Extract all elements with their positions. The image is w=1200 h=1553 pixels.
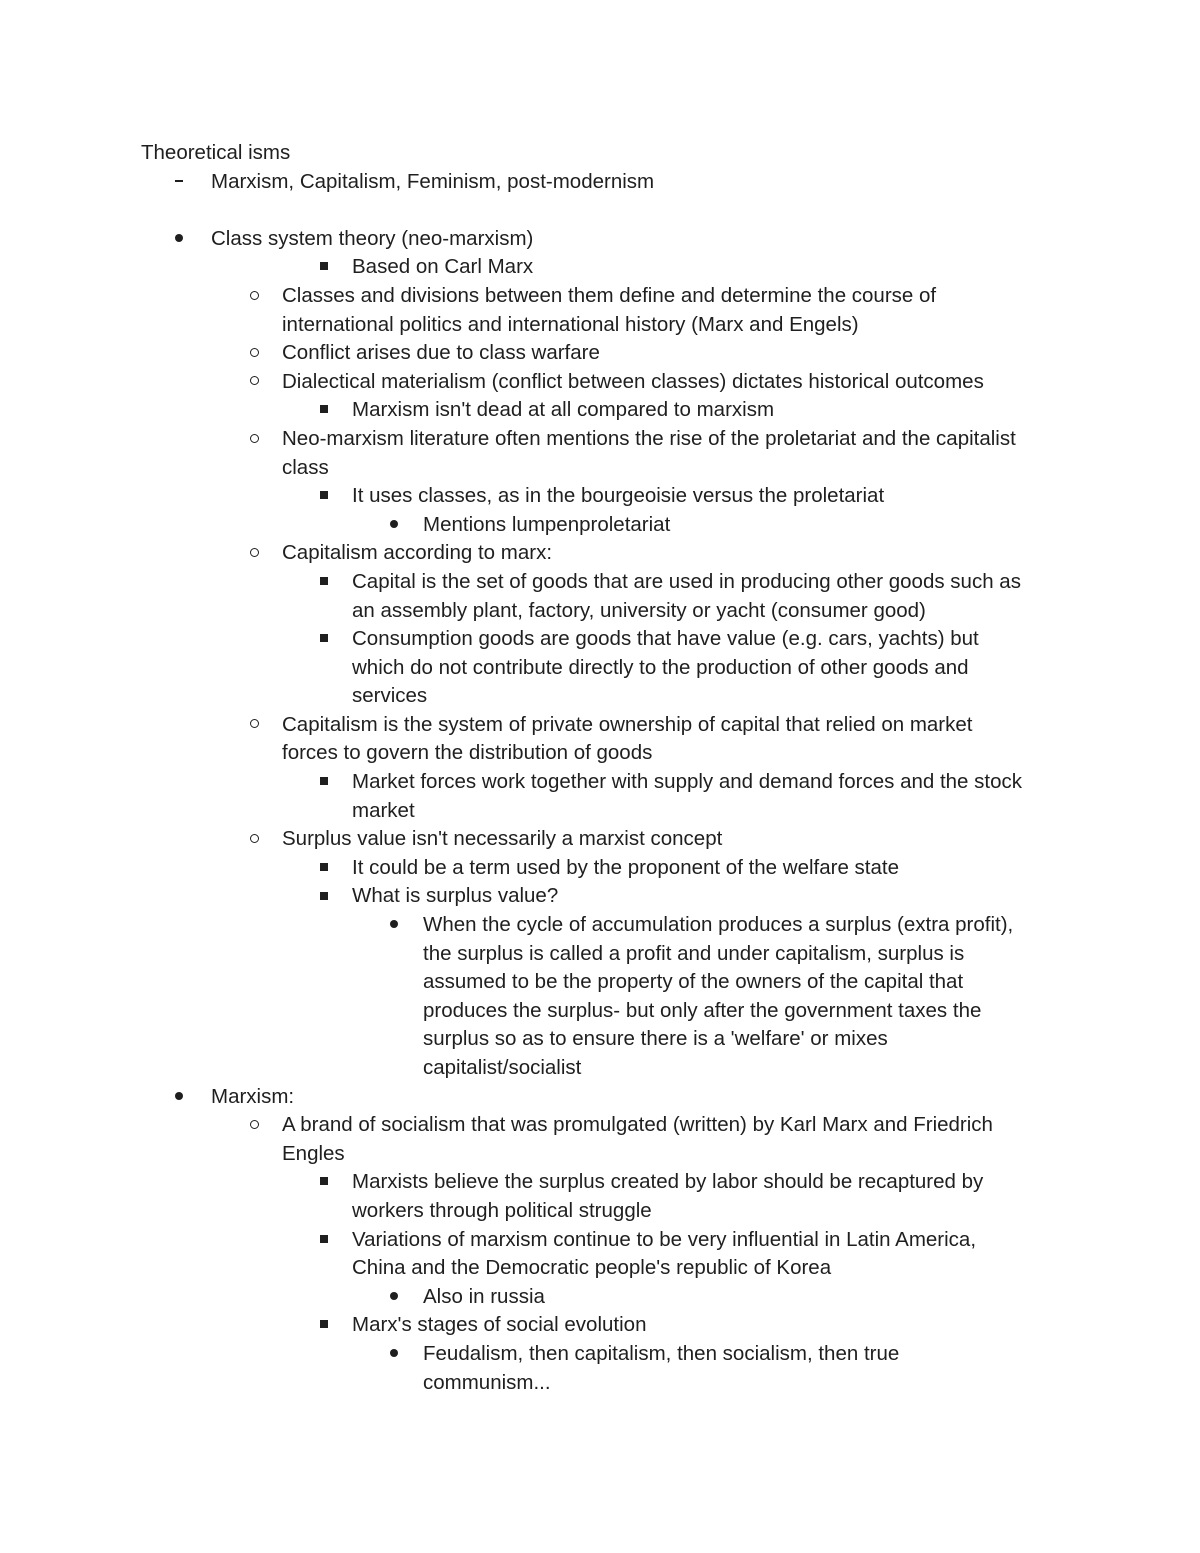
list-item-text: international politics and international history (Marx and Engels) [282,312,859,336]
list-item-text: A brand of socialism that was promulgated (written) by Karl Marx and Friedrich [282,1113,993,1137]
list-item-text: produces the surplus- but only after the government taxes the [423,998,982,1022]
list-item-text: which do not contribute directly to the production of other goods and [352,655,969,679]
square-bullet-icon [314,253,334,282]
list-item [0,625,1200,654]
square-bullet-icon [314,1226,334,1255]
list-item-continuation [0,1254,1200,1283]
list-item-continuation [0,311,1200,340]
list-item [0,1111,1200,1140]
list-item-continuation [0,1054,1200,1083]
list-item-continuation [0,1197,1200,1226]
list-item-text: Mentions lumpenproletariat [423,512,671,536]
square-bullet-icon [314,1168,334,1197]
list-item [0,396,1200,425]
list-item [0,339,1200,368]
list-item [0,711,1200,740]
list-item-continuation [0,797,1200,826]
document-title-line [0,139,1200,168]
list-item [0,539,1200,568]
hollow-circle-bullet-icon [244,825,264,854]
filled-circle-bullet-icon [384,911,404,940]
list-item [0,1311,1200,1340]
list-item-text: It uses classes, as in the bourgeoisie versus the proletariat [352,484,885,508]
hollow-circle-bullet-icon [244,339,264,368]
square-bullet-icon [314,882,334,911]
list-item-text: Surplus value isn't necessarily a marxist concept [282,827,723,851]
hollow-circle-bullet-icon [244,282,264,311]
list-item-text: forces to govern the distribution of goods [282,741,653,765]
square-bullet-icon [314,568,334,597]
list-item-continuation [0,968,1200,997]
list-item [0,825,1200,854]
list-item-text: Also in russia [423,1284,545,1308]
list-item-continuation [0,654,1200,683]
filled-circle-bullet-icon [384,1340,404,1369]
list-item-text: assumed to be the property of the owners of the capital that [423,970,964,994]
blank-line [0,196,1200,225]
list-item-continuation [0,1369,1200,1398]
list-item-text: Marx's stages of social evolution [352,1313,647,1337]
hollow-circle-bullet-icon [244,711,264,740]
list-item-text: Feudalism, then capitalism, then socialism, then true [423,1341,900,1365]
filled-circle-bullet-icon [384,1283,404,1312]
hollow-circle-bullet-icon [244,539,264,568]
filled-circle-bullet-icon [384,511,404,540]
list-item [0,253,1200,282]
list-item-continuation [0,682,1200,711]
list-item [0,425,1200,454]
list-item-text: communism... [423,1370,551,1394]
dash-bullet-icon [169,168,189,197]
filled-circle-bullet-icon [169,225,189,254]
list-item [0,1083,1200,1112]
list-item-text: Marxism, Capitalism, Feminism, post-modernism [211,169,655,193]
list-item-text: Market forces work together with supply and demand forces and the stock [352,770,1023,794]
list-item-continuation [0,1025,1200,1054]
square-bullet-icon [314,625,334,654]
filled-circle-bullet-icon [169,1083,189,1112]
list-item [0,911,1200,940]
list-item [0,511,1200,540]
document-title: Theoretical isms [141,141,291,164]
list-item-text: China and the Democratic people's republic of Korea [352,1256,832,1280]
list-item-continuation [0,1140,1200,1169]
list-item [0,1283,1200,1312]
list-item-text: When the cycle of accumulation produces a surplus (extra profit), [423,913,1014,937]
list-item [0,568,1200,597]
list-item-text: Variations of marxism continue to be very influential in Latin America, [352,1227,977,1251]
square-bullet-icon [314,768,334,797]
list-item-text: Consumption goods are goods that have value (e.g. cars, yachts) but [352,627,979,651]
list-item-text: Capitalism according to marx: [282,541,553,565]
list-item [0,1168,1200,1197]
list-item-text: capitalist/socialist [423,1056,582,1079]
list-item [0,168,1200,197]
square-bullet-icon [314,854,334,883]
list-item-text: Capital is the set of goods that are used in producing other goods such as [352,569,1021,593]
list-item-continuation [0,997,1200,1026]
list-item [0,768,1200,797]
list-item-text: Dialectical materialism (conflict between classes) dictates historical outcomes [282,369,984,393]
list-item-continuation [0,597,1200,626]
list-item-text: market [352,798,415,822]
list-item-text: surplus so as to ensure there is a 'welfare' or mixes [423,1027,888,1051]
list-item-continuation [0,454,1200,483]
hollow-circle-bullet-icon [244,425,264,454]
list-item-continuation [0,940,1200,969]
list-item-text: Marxism isn't dead at all compared to marxism [352,398,775,422]
hollow-circle-bullet-icon [244,1111,264,1140]
list-item-text: What is surplus value? [352,884,559,908]
square-bullet-icon [314,1311,334,1340]
document-page [0,139,1200,1397]
list-item-text: It could be a term used by the proponent of the welfare state [352,855,900,879]
list-item-text: Based on Carl Marx [352,255,534,279]
hollow-circle-bullet-icon [244,368,264,397]
list-item-text: Engles [282,1141,345,1165]
list-item-text: services [352,684,428,708]
list-item [0,1340,1200,1369]
list-item-text: Marxists believe the surplus created by labor should be recaptured by [352,1170,984,1194]
list-item-text: Neo-marxism literature often mentions the rise of the proletariat and the capitalist [282,426,1016,450]
list-item-text: an assembly plant, factory, university or yacht (consumer good) [352,598,926,622]
list-item [0,282,1200,311]
list-item-text: Classes and divisions between them define and determine the course of [282,283,937,307]
list-item-text: workers through political struggle [352,1198,652,1222]
list-item-text: Class system theory (neo-marxism) [211,226,534,250]
list-item-text: Conflict arises due to class warfare [282,341,600,365]
square-bullet-icon [314,482,334,511]
list-item-text: class [282,455,329,479]
list-item [0,882,1200,911]
list-item [0,482,1200,511]
list-item-text: Marxism: [211,1084,295,1108]
list-item-continuation [0,739,1200,768]
list-item [0,854,1200,883]
list-item-text: the surplus is called a profit and under capitalism, surplus is [423,941,965,965]
square-bullet-icon [314,396,334,425]
list-item [0,225,1200,254]
list-item [0,1226,1200,1255]
list-item [0,368,1200,397]
list-item-text: Capitalism is the system of private ownership of capital that relied on market [282,712,973,736]
